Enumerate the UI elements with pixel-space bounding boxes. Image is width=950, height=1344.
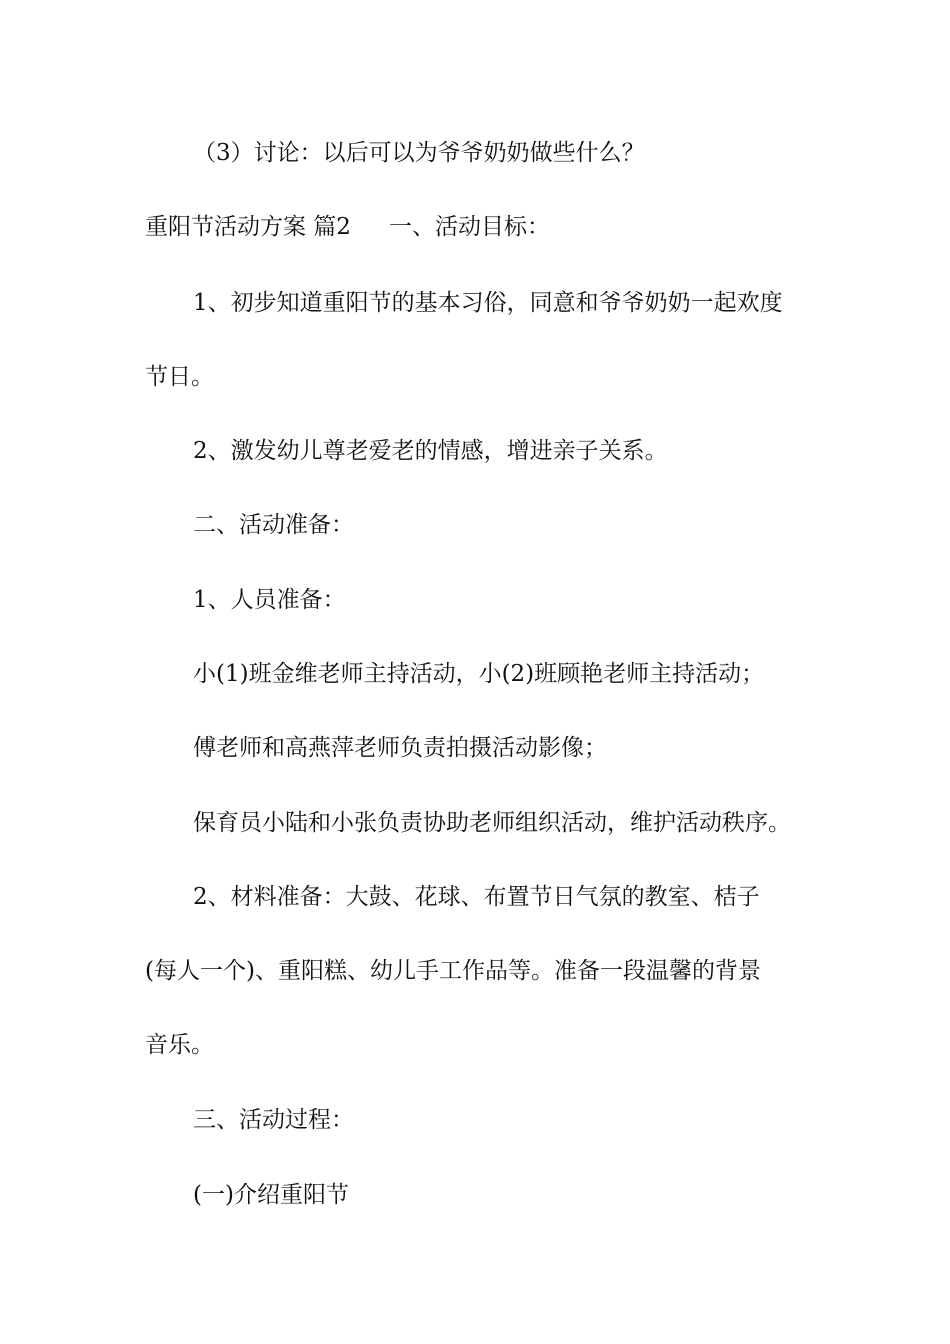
goal-2: 2、激发幼儿尊老爱老的情感，增进亲子关系。: [193, 438, 668, 464]
section-heading-line: [145, 212, 550, 242]
process-step-1: (一)介绍重阳节: [193, 1182, 349, 1208]
personnel-preparation-heading: 1、人员准备：: [193, 587, 346, 613]
materials-line-1: 2、材料准备：大鼓、花球、布置节日气氛的教室、桔子: [193, 884, 760, 910]
personnel-assistants: 保育员小陆和小张负责协助老师组织活动，维护活动秩序。: [193, 810, 791, 836]
heading-activity-process: 三、活动过程：: [193, 1107, 354, 1133]
personnel-hosts: 小(1)班金维老师主持活动，小(2)班顾艳老师主持活动；: [193, 661, 765, 687]
materials-line-3: 音乐。: [145, 1032, 214, 1058]
heading-activity-goals: 一、活动目标：: [388, 214, 550, 240]
paragraph-discussion-question: （3）讨论：以后可以为爷爷奶奶做些什么？: [193, 140, 645, 166]
materials-line-2: (每人一个)、重阳糕、幼儿手工作品等。准备一段温馨的背景: [145, 958, 761, 984]
plan-title: 重阳节活动方案 篇2: [145, 214, 351, 240]
goal-1-line-2: 节日。: [145, 364, 214, 390]
personnel-photography: 傅老师和高燕萍老师负责拍摄活动影像；: [193, 735, 607, 761]
goal-1-line-1: 1、初步知道重阳节的基本习俗，同意和爷爷奶奶一起欢度: [193, 290, 783, 316]
heading-activity-preparation: 二、活动准备：: [193, 512, 354, 538]
